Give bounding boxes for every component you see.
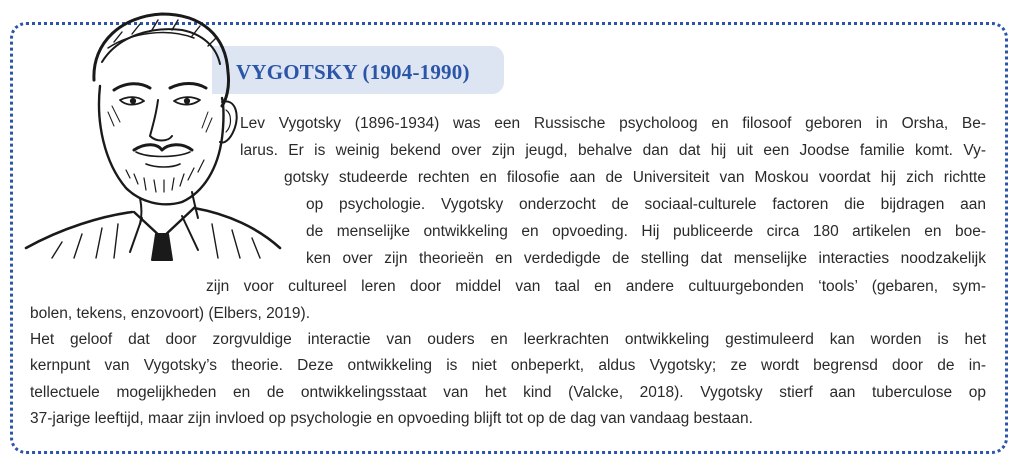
paragraph1-line-1: Lev Vygotsky (1896-1934) was een Russische psycholoog en filosoof geboren in Orsha, Be-: [240, 115, 986, 132]
paragraph1-line-8: bolen, tekens, enzovoort) (Elbers, 2019).: [30, 305, 311, 322]
paragraph1-line-2: larus. Er is weinig bekend over zijn jeugd, behalve dan dat hij uit een Joodse familie komt. Vy-: [240, 142, 986, 159]
paragraph1-line-6: ken over zijn theorieën en verdedigde de stelling dat menselijke interacties noodzakelijk: [306, 250, 986, 267]
paragraph1-line-3: gotsky studeerde rechten en filosofie aan de Universiteit van Moskou voordat hij zich richtte: [284, 169, 986, 186]
paragraph1-line-5: de menselijke ontwikkeling en opvoeding. Hij publiceerde circa 180 artikelen en boe-: [306, 223, 986, 240]
paragraph2-line-4: 37-jarige leeftijd, maar zijn invloed op psychologie en opvoeding blijft tot op de dag van vandaag bestaan.: [30, 410, 753, 427]
paragraph1-line-4: op psychologie. Vygotsky onderzocht de sociaal-culturele factoren die bijdragen aan: [306, 196, 986, 213]
paragraph2-line-1: Het geloof dat door zorgvuldige interactie van ouders en leerkrachten ontwikkeling gestimuleerd kan worden is het: [30, 331, 986, 348]
paragraph2-line-3: tellectuele mogelijkheden en de ontwikkelingsstaat van het kind (Valcke, 2018). Vygotsky stierf aan tuberculose op: [30, 384, 986, 401]
page-title: VYGOTSKY (1904-1990): [236, 60, 470, 84]
paragraph1-line-7: zijn voor cultureel leren door middel van taal en andere cultuurgebonden ‘tools’ (gebaren, sym-: [206, 278, 986, 295]
paragraph2-line-2: kernpunt van Vygotsky’s theorie. Deze ontwikkeling is niet onbeperkt, aldus Vygotsky; ze wordt begrensd door de in-: [30, 357, 986, 374]
